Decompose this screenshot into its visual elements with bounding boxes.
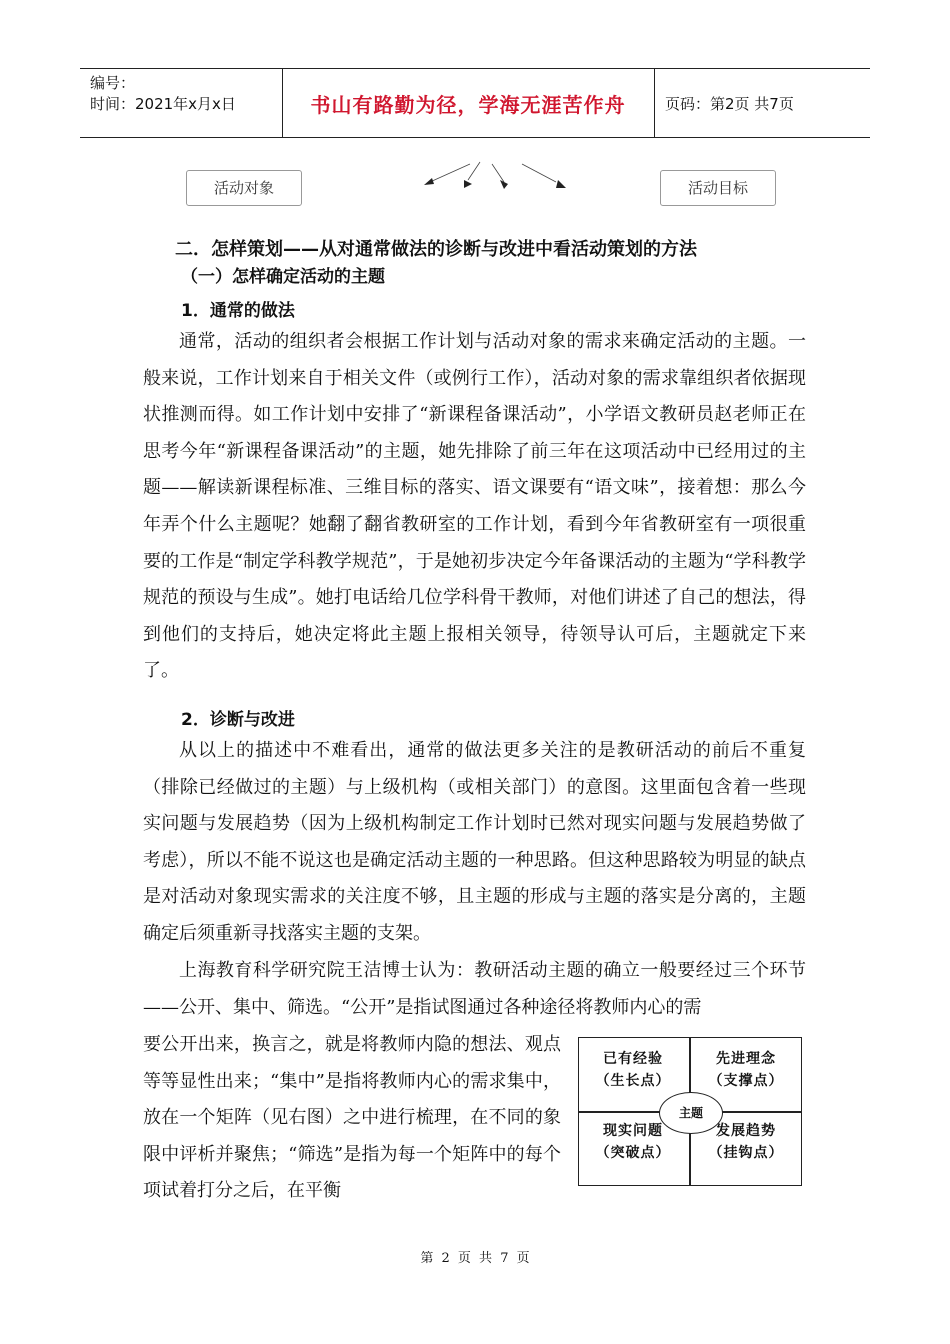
diagram-arrows xyxy=(410,158,580,198)
paragraph-wangjie-cont: 要公开出来，换言之，就是将教师内隐的想法、观点等等显性出来；“集中”是指将教师内心的需求集中，放在一个矩阵（见右图）之中进行梳理，在不同的象限中评析并聚焦；“筛选”是指为每一个矩阵中的每个项试着打分之后，在平衡 xyxy=(143,1034,561,1202)
matrix-cell-trends: 发展趋势 （挂钩点） xyxy=(708,1123,784,1161)
paragraph-usual-practice: 通常，活动的组织者会根据工作计划与活动对象的需求来确定活动的主题。一般来说，工作计划来自于相关文件（或例行工作），活动对象的需求靠组织者依据现状推测而得。如工作计划中安排了“新课程备课活动”，小学语文教研员赵老师正在思考今年“新课程备课活动”的主题，她先排除了前三年在这项活动中已经用过的主题——解读新课程标准、三维目标的落实、语文课要有“语文味”，接着想：那么今年弄个什么主题呢？她翻了翻省教研室的工作计划，看到今年省教研室有一项很重要的工作是“制定学科教学规范”，于是她初步决定今年备课活动的主题为“学科教学规范的预设与生成”。她打电话给几位学科骨干教师，对他们讲述了自己的想法，得到他们的支持后，她决定将此主题上报相关领导，待领导认可后，主题就定下来了。 xyxy=(143,331,806,682)
time-label: 时间：2021年x月x日 xyxy=(90,95,236,113)
paragraph-diagnosis: 从以上的描述中不难看出，通常的做法更多关注的是教研活动的前后不重复（排除已经做过的主题）与上级机构（或相关部门）的意图。这里面包含着一些现实问题与发展趋势（因为上级机构制定工作计划时已然对现实问题与发展趋势做了考虑），所以不能不说这也是确定活动主题的一种思路。但这种思路较为明显的缺点是对活动对象现实需求的关注度不够，且主题的形成与主题的落实是分离的，主题确定后须重新寻找落实主题的支架。 xyxy=(143,740,806,944)
matrix-cell-problems: 现实问题 （突破点） xyxy=(595,1123,671,1161)
header-page-info: 页码：第2页 共7页 xyxy=(665,95,794,113)
matrix-cell-concepts: 先进理念 （支撑点） xyxy=(708,1051,784,1089)
header-motto: 书山有路勤为径，学海无涯苦作舟 xyxy=(310,93,626,117)
item-heading-usual: 1．通常的做法 xyxy=(181,301,295,321)
page-footer: 第 2 页 共 7 页 xyxy=(420,1251,530,1266)
activity-goal-box: 活动目标 xyxy=(660,170,776,206)
matrix-cell-experience: 已有经验 （生长点） xyxy=(595,1051,671,1089)
header-divider xyxy=(654,69,655,137)
activity-object-box: 活动对象 xyxy=(186,170,302,206)
header-meta xyxy=(90,73,236,115)
matrix-center-theme: 主题 xyxy=(659,1092,723,1134)
page-header xyxy=(80,68,870,138)
theme-matrix xyxy=(578,1037,802,1186)
item-heading-diagnosis: 2．诊断与改进 xyxy=(181,710,295,730)
number-label: 编号： xyxy=(90,74,136,92)
subsection-heading: （一）怎样确定活动的主题 xyxy=(181,267,385,287)
paragraph-wangjie-intro: 上海教育科学研究院王洁博士认为：教研活动主题的确立一般要经过三个环节——公开、集中、筛选。“公开”是指试图通过各种途径将教师内心的需 xyxy=(143,960,806,1018)
section-heading: 二．怎样策划——从对通常做法的诊断与改进中看活动策划的方法 xyxy=(175,239,697,260)
